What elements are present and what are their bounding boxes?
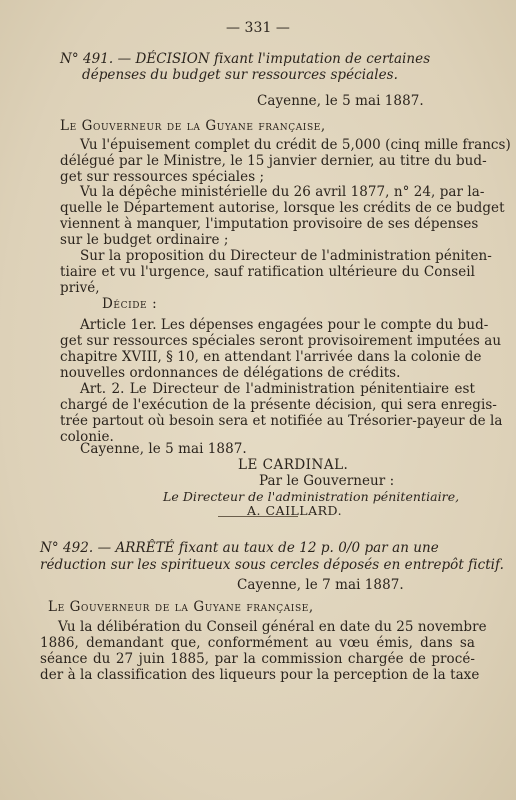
vu-paragraph-1-line-3: get sur ressources spéciales ; bbox=[60, 169, 265, 185]
arrete-492-governor-title: Le Gouverneur de la Guyane française, bbox=[48, 599, 314, 615]
article-2-line-1: Art. 2. Le Directeur de l'administration pénitentiaire est bbox=[80, 381, 475, 397]
directeur-name: A. CAILLARD. bbox=[247, 503, 343, 518]
article-2-line-2: chargé de l'exécution de la présente décision, qui sera enregis- bbox=[60, 397, 497, 413]
decision-491-dateline: Cayenne, le 5 mai 1887. bbox=[257, 93, 424, 109]
arrete-492-vu-line-3: séance du 27 juin 1885, par la commission chargée de procé- bbox=[40, 651, 475, 667]
section-divider bbox=[218, 516, 298, 517]
page-number: — 331 — bbox=[226, 20, 290, 36]
article-2-line-4: colonie. bbox=[60, 429, 114, 445]
article-1-line-4: nouvelles ordonnances de délégations de crédits. bbox=[60, 365, 401, 381]
vu-paragraph-2-line-4: sur le budget ordinaire ; bbox=[60, 232, 229, 248]
closing-dateline: Cayenne, le 5 mai 1887. bbox=[80, 441, 247, 457]
par-le-gouverneur: Par le Gouverneur : bbox=[259, 473, 395, 489]
arrete-492-dateline: Cayenne, le 7 mai 1887. bbox=[237, 577, 404, 593]
arrete-492-heading-line-2: réduction sur les spiritueux sous cercles déposés en entrepôt fictif. bbox=[40, 557, 504, 573]
article-1-line-1: Article 1er. Les dépenses engagées pour le compte du bud- bbox=[80, 317, 489, 333]
article-2-line-3: trée partout où besoin sera et notifiée au Trésorier-payeur de la bbox=[60, 413, 503, 429]
article-1-line-3: chapitre XVIII, § 10, en attendant l'arrivée dans la colonie de bbox=[60, 349, 482, 365]
vu-paragraph-2-line-2: quelle le Département autorise, lorsque les crédits de ce budget bbox=[60, 200, 505, 216]
vu-paragraph-1-line-1: Vu l'épuisement complet du crédit de 5,000 (cinq mille francs) bbox=[80, 137, 511, 153]
vu-paragraph-2-line-1: Vu la dépêche ministérielle du 26 avril 1877, n° 24, par la- bbox=[80, 184, 485, 200]
arrete-492-vu-line-4: der à la classification des liqueurs pour la perception de la taxe bbox=[40, 667, 480, 683]
decision-491-heading-line-1: N° 491. — DÉCISION fixant l'imputation de certaines bbox=[60, 51, 431, 67]
governor-title: Le Gouverneur de la Guyane française, bbox=[60, 118, 326, 134]
vu-paragraph-1-line-2: délégué par le Ministre, le 15 janvier dernier, au titre du bud- bbox=[60, 153, 487, 169]
proposition-line-2: tiaire et vu l'urgence, sauf ratification ultérieure du Conseil bbox=[60, 264, 475, 280]
article-1-line-2: get sur ressources spéciales seront provisoirement imputées au bbox=[60, 333, 502, 349]
vu-paragraph-2-line-3: viennent à manquer, l'imputation provisoire de ses dépenses bbox=[60, 216, 479, 232]
decide-heading: Décide : bbox=[102, 296, 158, 312]
arrete-492-heading-line-1: N° 492. — ARRÊTÉ fixant au taux de 12 p. 0/0 par an une bbox=[40, 540, 439, 556]
decision-491-heading-line-2: dépenses du budget sur ressources spéciales. bbox=[82, 67, 398, 83]
signatory-name: LE CARDINAL. bbox=[238, 457, 349, 473]
directeur-title: Le Directeur de l'administration pénitentiaire, bbox=[163, 489, 460, 504]
proposition-line-1: Sur la proposition du Directeur de l'administration péniten- bbox=[80, 248, 492, 264]
proposition-line-3: privé, bbox=[60, 280, 100, 296]
arrete-492-vu-line-2: 1886, demandant que, conformément au vœu émis, dans sa bbox=[40, 635, 475, 651]
arrete-492-vu-line-1: Vu la délibération du Conseil général en date du 25 novembre bbox=[58, 619, 487, 635]
